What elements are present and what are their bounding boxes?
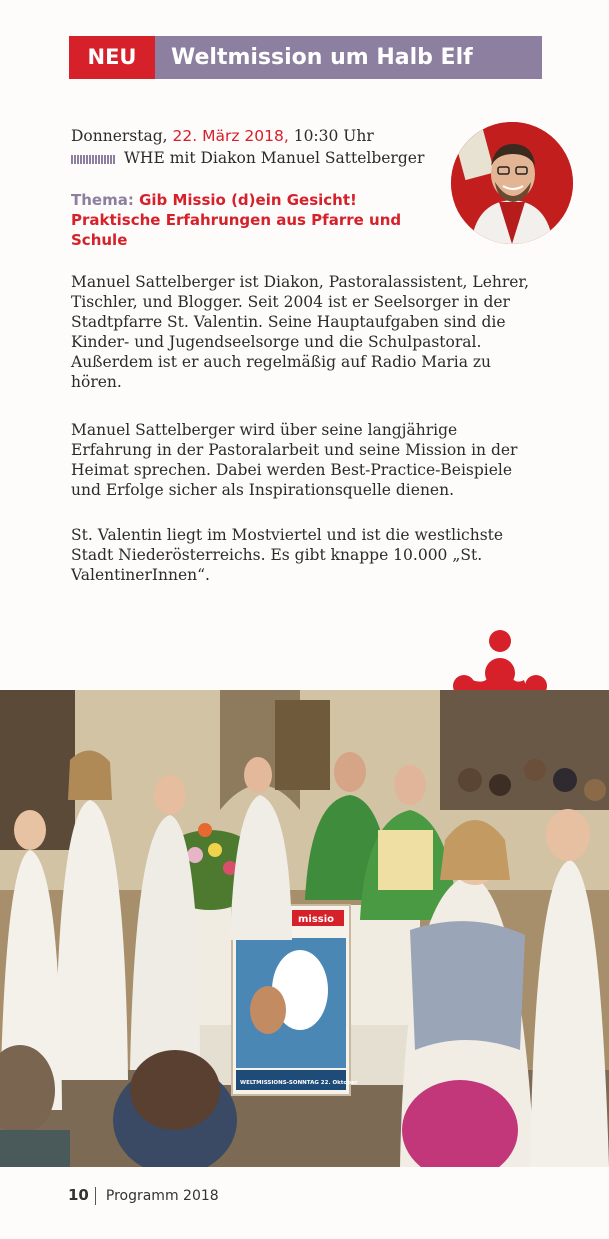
topic-title: Gib Missio (d)ein Gesicht! Praktische Erfahrungen aus Pfarre und Schule xyxy=(71,191,402,249)
paragraph-bio: Manuel Sattelberger ist Diakon, Pastoralassistent, Lehrer, Tischler, und Blogger. Seit 2004 ist er Seelsorger in der Stadtpfarre St. Valentin. Seine Hauptaufgaben sind die Kinder- und Jugendseelsorge und die Schulpastoral. Außerdem ist er auch regelmäßig auf Radio Maria zu hören. xyxy=(71,273,530,391)
mass-photo xyxy=(0,690,609,1167)
new-badge: NEU xyxy=(69,36,155,79)
poster-caption: WELTMISSIONS-SONNTAG 22. Oktober xyxy=(240,1080,358,1086)
event-host: WHE mit Diakon Manuel Sattelberger xyxy=(124,149,425,167)
topic-heading xyxy=(71,190,411,250)
section-header xyxy=(69,36,542,79)
footer-divider xyxy=(95,1187,96,1205)
event-day: Donnerstag, xyxy=(71,127,173,145)
section-title: Weltmission um Halb Elf xyxy=(171,45,473,70)
page-number: 10 xyxy=(68,1186,89,1204)
hatch-marker-icon xyxy=(71,155,116,164)
program-label: Programm 2018 xyxy=(105,1188,219,1204)
event-date: 22. März 2018, xyxy=(172,127,289,145)
page-footer xyxy=(68,1186,219,1205)
event-date-line xyxy=(71,127,374,145)
event-host-line xyxy=(71,149,424,167)
topic-label: Thema: xyxy=(71,191,134,209)
event-time: 10:30 Uhr xyxy=(288,127,374,145)
paragraph-talk: Manuel Sattelberger wird über seine langjährige Erfahrung in der Pastoralarbeit und seine Mission in der Heimat sprechen. Dabei werden Best-Practice-Beispiele und Erfolge sicher als Inspirationsquelle dienen. xyxy=(71,421,518,499)
speaker-portrait xyxy=(451,122,573,244)
paragraph-town: St. Valentin liegt im Mostviertel und ist die westlichste Stadt Niederösterreichs. Es gibt knappe 10.000 „St. ValentinerInnen“. xyxy=(71,526,504,584)
poster-brand: missio xyxy=(298,914,335,925)
